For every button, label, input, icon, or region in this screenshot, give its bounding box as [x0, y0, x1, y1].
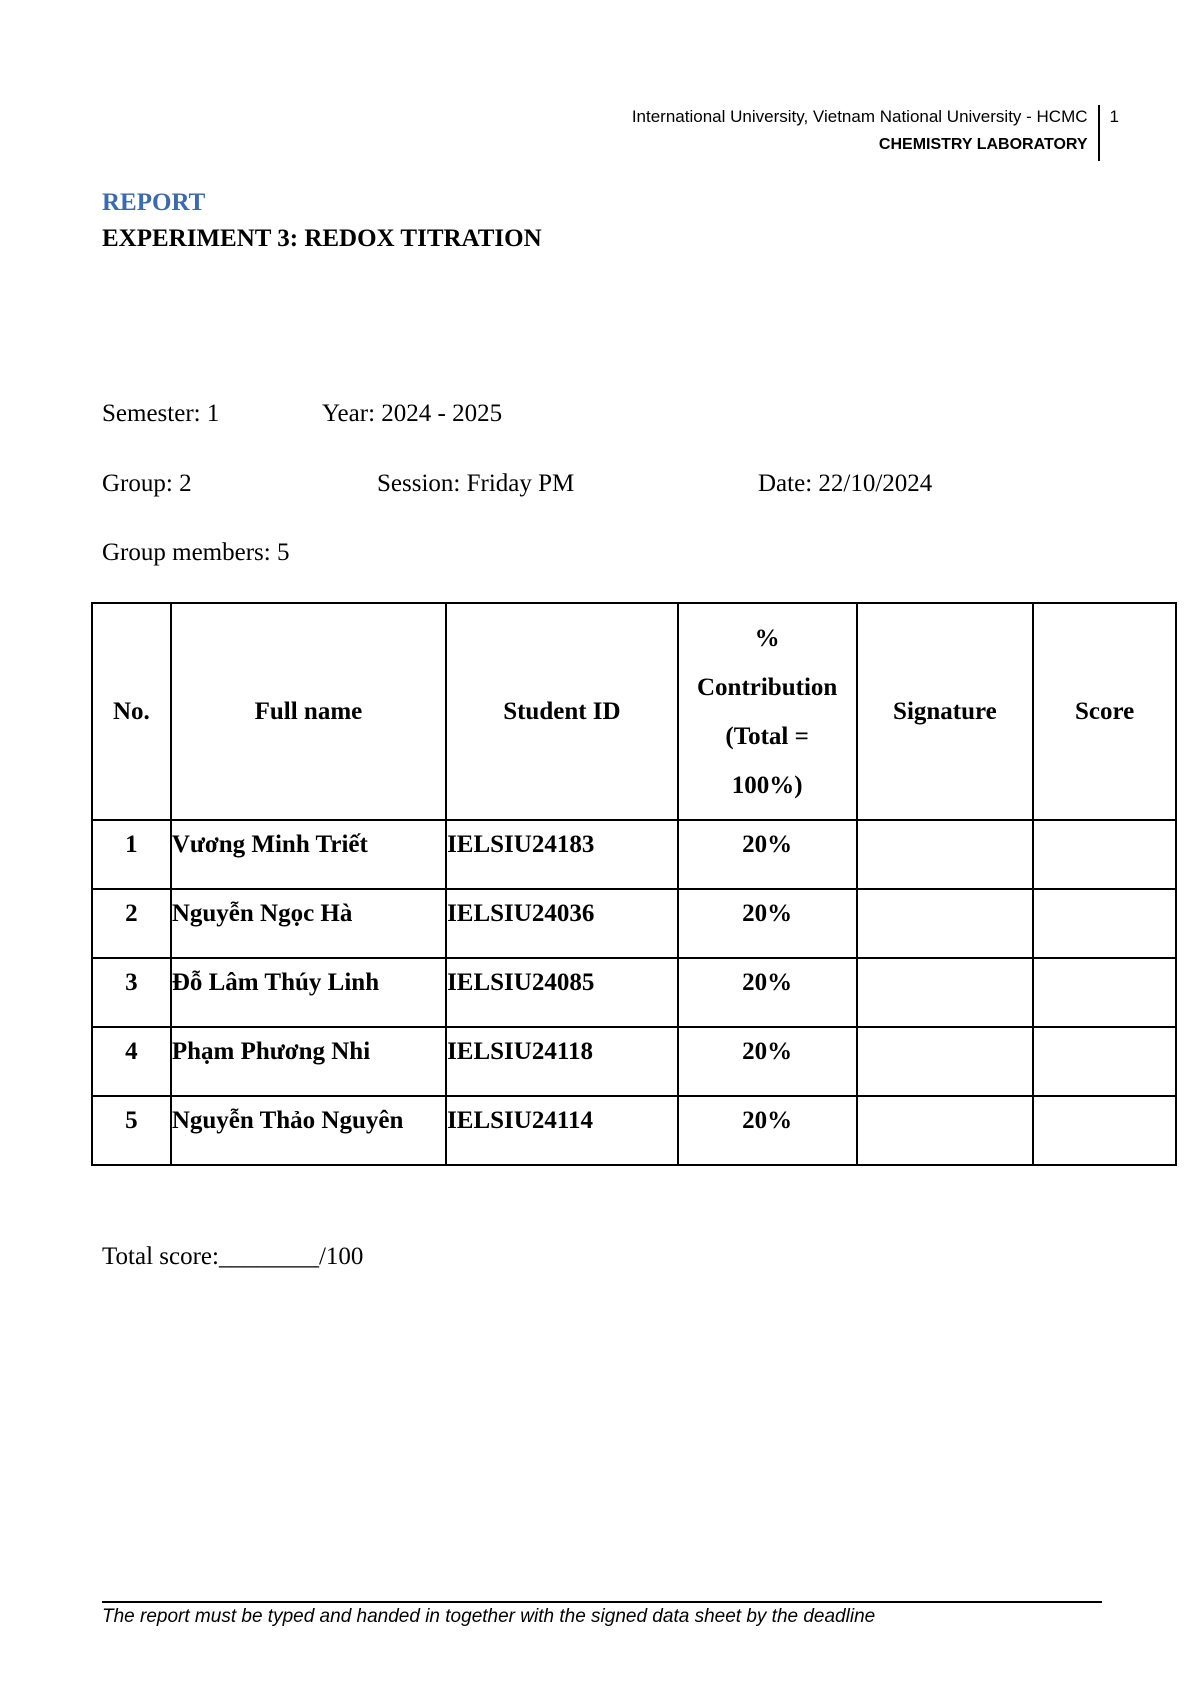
- cell-contribution: 20%: [678, 889, 857, 958]
- cell-score: [1033, 889, 1176, 958]
- table-row: [92, 958, 1176, 1027]
- cell-student-id: IELSIU24036: [446, 889, 678, 958]
- header-student-id: Student ID: [446, 603, 678, 820]
- cell-no: 1: [92, 820, 171, 889]
- cell-contribution: 20%: [678, 1027, 857, 1096]
- cell-contribution: 20%: [678, 1096, 857, 1165]
- header-contribution-line: 100%): [731, 771, 803, 799]
- header-score: Score: [1033, 603, 1176, 820]
- cell-full-name: Nguyễn Ngọc Hà: [171, 889, 446, 958]
- cell-no: 5: [92, 1096, 171, 1165]
- total-score: Total score:________/100: [102, 1243, 364, 1270]
- table-row: [92, 820, 1176, 889]
- header-text: [632, 103, 1098, 161]
- cell-no: 3: [92, 958, 171, 1027]
- group-field: Group: 2: [102, 470, 192, 497]
- cell-signature: [857, 889, 1034, 958]
- cell-signature: [857, 958, 1034, 1027]
- cell-contribution: 20%: [678, 958, 857, 1027]
- cell-full-name: Đỗ Lâm Thúy Linh: [171, 958, 446, 1027]
- experiment-title: EXPERIMENT 3: REDOX TITRATION: [102, 225, 542, 252]
- cell-student-id: IELSIU24183: [446, 820, 678, 889]
- lab-name: CHEMISTRY LABORATORY: [878, 136, 1088, 153]
- footer-divider: [102, 1601, 1102, 1603]
- cell-student-id: IELSIU24085: [446, 958, 678, 1027]
- cell-signature: [857, 1096, 1034, 1165]
- cell-signature: [857, 820, 1034, 889]
- report-title: REPORT: [102, 189, 206, 216]
- cell-student-id: IELSIU24118: [446, 1027, 678, 1096]
- header-contribution-line: %: [754, 624, 780, 652]
- page-number: 1: [1109, 107, 1119, 126]
- cell-score: [1033, 1096, 1176, 1165]
- table-header-row: [92, 603, 1176, 820]
- header-signature: Signature: [857, 603, 1034, 820]
- cell-score: [1033, 1027, 1176, 1096]
- semester-field: Semester: 1: [102, 400, 220, 427]
- cell-full-name: Vương Minh Triết: [171, 820, 446, 889]
- header-contribution-line: (Total =: [725, 722, 809, 750]
- header-no: No.: [92, 603, 171, 820]
- page-header: [632, 103, 1119, 161]
- session-field: Session: Friday PM: [377, 470, 575, 497]
- table-row: [92, 1027, 1176, 1096]
- cell-full-name: Phạm Phương Nhi: [171, 1027, 446, 1096]
- cell-score: [1033, 958, 1176, 1027]
- date-field: Date: 22/10/2024: [758, 470, 933, 497]
- members-table: [91, 602, 1177, 1166]
- table-row: [92, 1096, 1176, 1165]
- university-name: International University, Vietnam National University - HCMC: [631, 107, 1088, 126]
- table-row: [92, 889, 1176, 958]
- cell-signature: [857, 1027, 1034, 1096]
- cell-no: 2: [92, 889, 171, 958]
- year-field: Year: 2024 - 2025: [322, 400, 503, 427]
- cell-score: [1033, 820, 1176, 889]
- cell-full-name: Nguyễn Thảo Nguyên: [171, 1096, 446, 1165]
- header-contribution-line: Contribution: [696, 673, 838, 701]
- footer-note: The report must be typed and handed in together with the signed data sheet by the deadline: [102, 1606, 876, 1627]
- cell-no: 4: [92, 1027, 171, 1096]
- cell-contribution: 20%: [678, 820, 857, 889]
- cell-student-id: IELSIU24114: [446, 1096, 678, 1165]
- header-full-name: Full name: [171, 603, 446, 820]
- group-members-field: Group members: 5: [102, 539, 290, 566]
- header-contribution: [678, 603, 857, 820]
